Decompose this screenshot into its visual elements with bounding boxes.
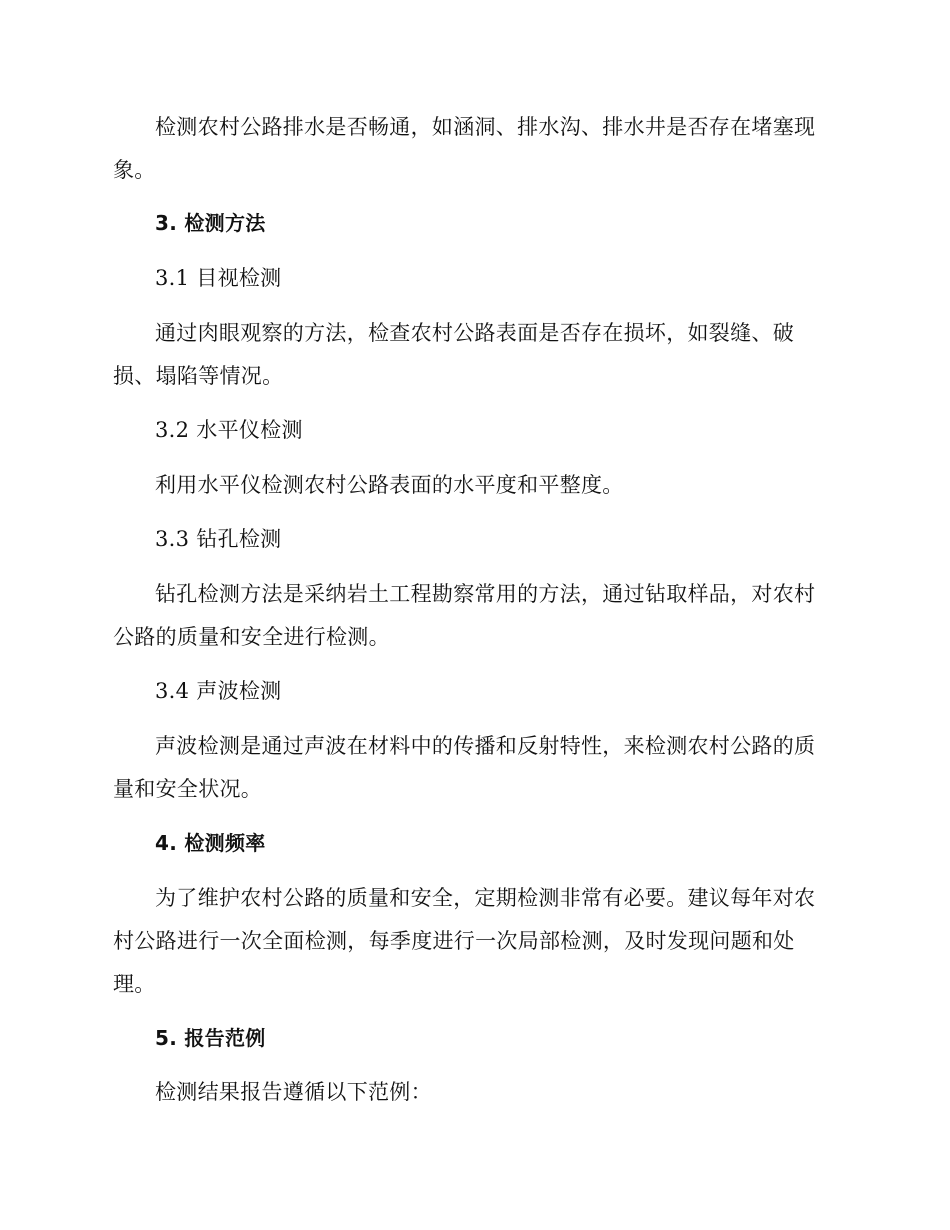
paragraph-3-2: 利用水平仪检测农村公路表面的水平度和平整度。 bbox=[155, 473, 624, 497]
paragraph-3-3: 钻孔检测方法是采纳岩土工程勘察常用的方法，通过钻取样品，对农村公路的质量和安全进行检测。 bbox=[113, 582, 816, 649]
paragraph-drainage: 检测农村公路排水是否畅通，如涵洞、排水沟、排水井是否存在堵塞现象。 bbox=[113, 115, 816, 182]
paragraph-4: 为了维护农村公路的质量和安全，定期检测非常有必要。建议每年对农村公路进行一次全面检测，每季度进行一次局部检测，及时发现问题和处理。 bbox=[113, 886, 816, 996]
subsection-heading-3-1: 3.1 目视检测 bbox=[155, 266, 282, 290]
subsection-heading-3-4: 3.4 声波检测 bbox=[155, 679, 282, 703]
subsection-heading-3-3: 3.3 钻孔检测 bbox=[155, 527, 282, 551]
subsection-heading-3-2: 3.2 水平仪检测 bbox=[155, 418, 303, 442]
section-heading-4: 4. 检测频率 bbox=[155, 831, 266, 855]
paragraph-5: 检测结果报告遵循以下范例： bbox=[155, 1080, 432, 1104]
paragraph-3-1: 通过肉眼观察的方法，检查农村公路表面是否存在损坏，如裂缝、破损、塌陷等情况。 bbox=[113, 321, 794, 388]
section-heading-5: 5. 报告范例 bbox=[155, 1026, 266, 1050]
section-heading-3: 3. 检测方法 bbox=[155, 211, 266, 235]
paragraph-3-4: 声波检测是通过声波在材料中的传播和反射特性，来检测农村公路的质量和安全状况。 bbox=[113, 734, 816, 801]
